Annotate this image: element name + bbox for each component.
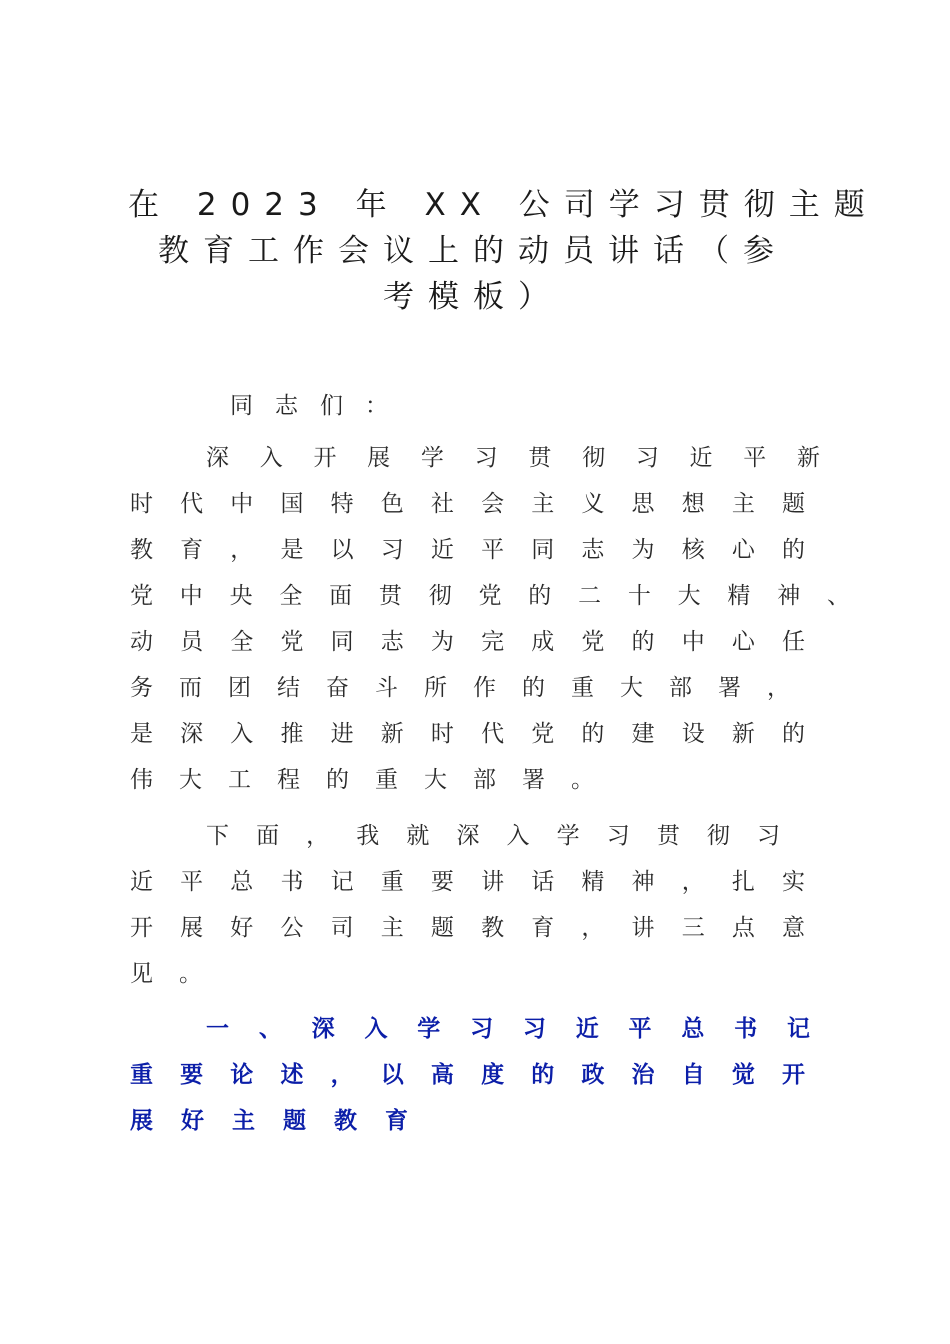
paragraph-2 — [130, 813, 820, 997]
paragraph-line: 见。 — [130, 961, 228, 987]
paragraph-line: 是深入推进新时代党的建设新的 — [130, 721, 805, 747]
heading-line: 展好主题教育 — [130, 1107, 436, 1134]
document-title — [128, 182, 879, 320]
heading-line: 一、深入学习习近平总书记 — [206, 1015, 810, 1042]
paragraph-line: 伟大工程的重大部署。 — [130, 767, 620, 793]
paragraph-line: 党中央全面贯彻党的二十大精神、 — [130, 583, 850, 609]
paragraph-1 — [130, 435, 850, 803]
title-line-1: 在 2023 年 XX 公司学习贯彻主题 — [128, 187, 879, 223]
title-line-2: 教育工作会议上的动员讲话（参 — [158, 233, 788, 269]
paragraph-line: 动员全党同志为完成党的中心任 — [130, 629, 805, 655]
title-line-3: 考模板） — [383, 279, 563, 315]
paragraph-line: 开展好公司主题教育，讲三点意 — [130, 915, 805, 941]
paragraph-line: 务而团结奋斗所作的重大部署， — [130, 675, 790, 701]
heading-line: 重要论述，以高度的政治自觉开 — [130, 1061, 805, 1088]
paragraph-line: 教育，是以习近平同志为核心的 — [130, 537, 805, 563]
paragraph-line: 近平总书记重要讲话精神，扎实 — [130, 869, 805, 895]
paragraph-line: 下面，我就深入学习贯彻习 — [206, 823, 780, 849]
paragraph-line: 时代中国特色社会主义思想主题 — [130, 491, 805, 517]
paragraph-line: 深入开展学习贯彻习近平新 — [206, 445, 820, 471]
section-heading-1 — [130, 1006, 810, 1144]
greeting: 同志们： — [230, 393, 410, 419]
